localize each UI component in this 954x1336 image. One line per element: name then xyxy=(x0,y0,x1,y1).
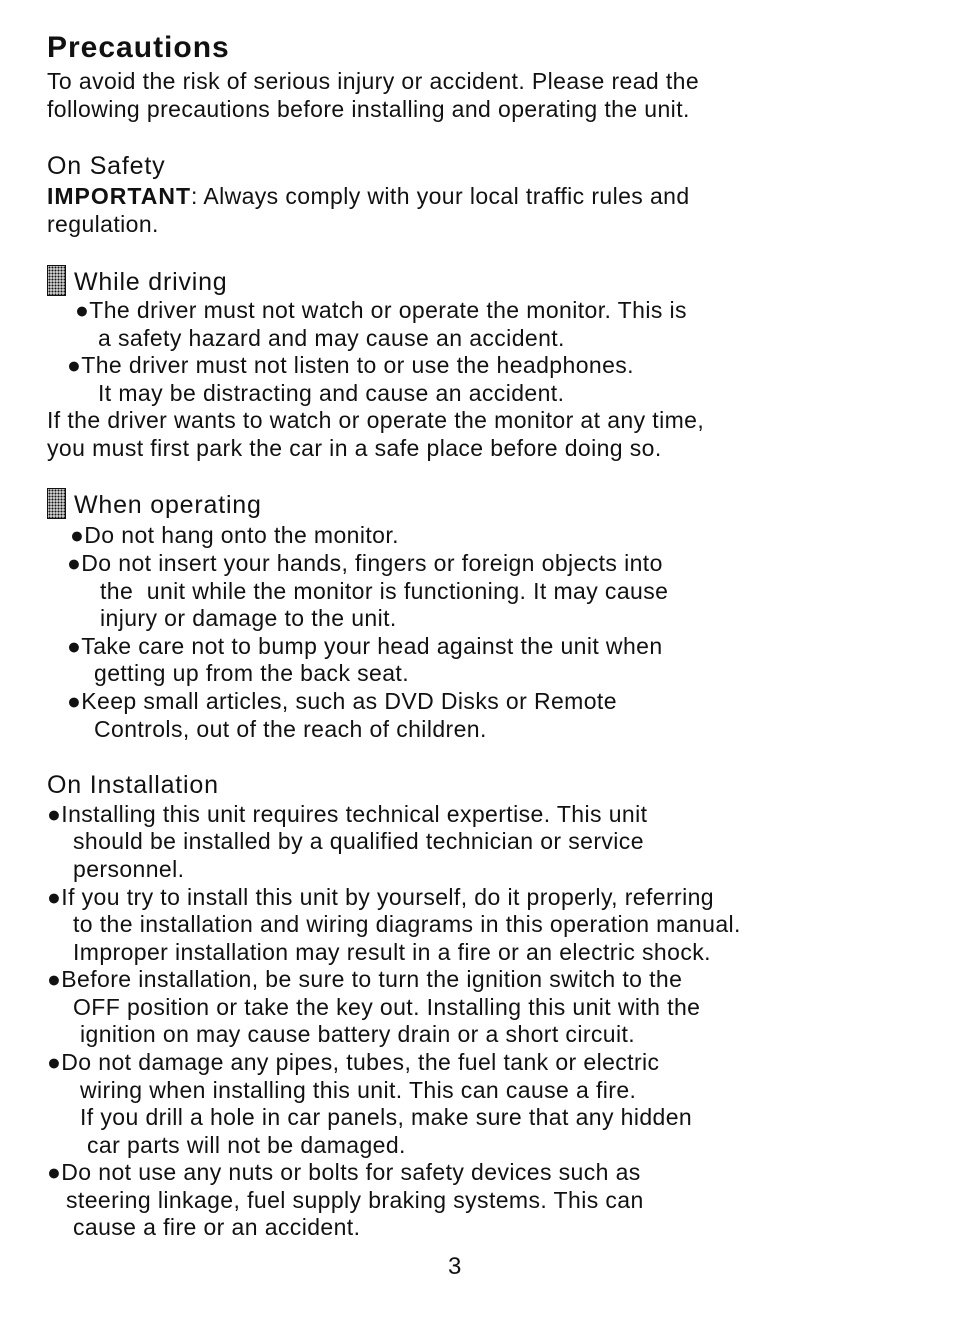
list-item-cont: It may be distracting and cause an accident. xyxy=(98,380,565,406)
list-item-cont: should be installed by a qualified technician or service xyxy=(73,828,644,854)
list-item: ●Before installation, be sure to turn the ignition switch to the xyxy=(47,966,683,992)
paragraph-line: you must first park the car in a safe place before doing so. xyxy=(47,435,662,461)
list-item: ●Do not hang onto the monitor. xyxy=(70,522,399,548)
subsection-label: While driving xyxy=(74,268,228,296)
page-title: Precautions xyxy=(47,31,230,64)
section-heading-on-installation: On Installation xyxy=(47,771,219,799)
page-number: 3 xyxy=(448,1253,462,1280)
list-item-cont: cause a fire or an accident. xyxy=(73,1214,361,1240)
list-item-cont: OFF position or take the key out. Installing this unit with the xyxy=(73,994,701,1020)
list-item: ●The driver must not listen to or use the headphones. xyxy=(67,352,634,378)
list-item: ●Keep small articles, such as DVD Disks or Remote xyxy=(67,688,617,714)
list-item: ●Do not insert your hands, fingers or foreign objects into xyxy=(67,550,663,576)
list-item: ●Installing this unit requires technical expertise. This unit xyxy=(47,801,648,827)
subsection-heading-when-operating xyxy=(47,488,262,520)
list-item-cont: injury or damage to the unit. xyxy=(100,605,397,631)
list-item-cont: car parts will not be damaged. xyxy=(87,1132,406,1158)
list-item: ●The driver must not watch or operate the monitor. This is xyxy=(75,297,687,323)
list-item: ●Do not use any nuts or bolts for safety devices such as xyxy=(47,1159,641,1185)
list-item-cont: a safety hazard and may cause an accident. xyxy=(98,325,565,351)
intro-line: To avoid the risk of serious injury or accident. Please read the xyxy=(47,68,700,94)
list-item-cont: personnel. xyxy=(73,856,185,882)
subsection-label: When operating xyxy=(74,491,262,519)
list-item: ●Take care not to bump your head against the unit when xyxy=(67,633,663,659)
important-label: IMPORTANT xyxy=(47,183,192,209)
list-item-cont: ignition on may cause battery drain or a short circuit. xyxy=(80,1021,636,1047)
intro-line: following precautions before installing and operating the unit. xyxy=(47,96,690,122)
section-heading-on-safety: On Safety xyxy=(47,152,166,180)
list-item-cont: If you drill a hole in car panels, make sure that any hidden xyxy=(80,1104,693,1130)
subsection-heading-while-driving xyxy=(47,265,228,297)
list-item-cont: steering linkage, fuel supply braking systems. This can xyxy=(66,1187,644,1213)
list-item: ●Do not damage any pipes, tubes, the fuel tank or electric xyxy=(47,1049,660,1075)
list-item-cont: the unit while the monitor is functioning. It may cause xyxy=(100,578,669,604)
important-text-cont: regulation. xyxy=(47,211,159,237)
square-bullet-icon xyxy=(47,265,66,296)
list-item: ●If you try to install this unit by yourself, do it properly, referring xyxy=(47,884,714,910)
square-bullet-icon xyxy=(47,488,66,519)
paragraph-line: If the driver wants to watch or operate the monitor at any time, xyxy=(47,407,705,433)
important-notice xyxy=(47,182,690,210)
list-item-cont: Controls, out of the reach of children. xyxy=(94,716,487,742)
list-item-cont: wiring when installing this unit. This can cause a fire. xyxy=(80,1077,637,1103)
list-item-cont: Improper installation may result in a fire or an electric shock. xyxy=(73,939,711,965)
list-item-cont: to the installation and wiring diagrams in this operation manual. xyxy=(73,911,741,937)
list-item-cont: getting up from the back seat. xyxy=(94,660,410,686)
important-text: : Always comply with your local traffic rules and xyxy=(191,183,690,209)
